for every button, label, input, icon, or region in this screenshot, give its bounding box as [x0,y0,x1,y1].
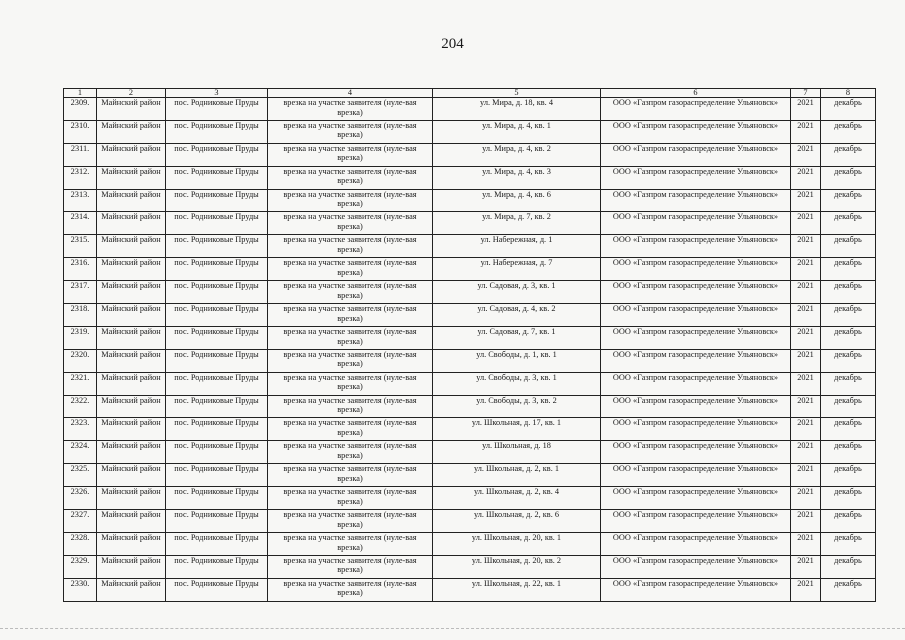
organization-cell: ООО «Газпром газораспределение Ульяновск» [601,258,791,281]
settlement-cell: пос. Родниковые Пруды [166,98,268,121]
table-row [64,304,876,327]
column-header: 5 [433,89,601,98]
month-cell: декабрь [821,395,876,418]
table-row [64,98,876,121]
month-cell: декабрь [821,487,876,510]
district-cell: Майнский район [97,555,166,578]
district-cell: Майнский район [97,235,166,258]
year-cell: 2021 [791,372,821,395]
address-cell: ул. Школьная, д. 2, кв. 1 [433,464,601,487]
row-number: 2310. [64,120,97,143]
table-row [64,418,876,441]
row-number: 2316. [64,258,97,281]
column-header: 2 [97,89,166,98]
year-cell: 2021 [791,395,821,418]
month-cell: декабрь [821,326,876,349]
column-header: 8 [821,89,876,98]
district-cell: Майнский район [97,120,166,143]
table-row [64,281,876,304]
row-number: 2328. [64,532,97,555]
organization-cell: ООО «Газпром газораспределение Ульяновск» [601,349,791,372]
organization-cell: ООО «Газпром газораспределение Ульяновск» [601,120,791,143]
year-cell: 2021 [791,235,821,258]
table-row [64,372,876,395]
month-cell: декабрь [821,441,876,464]
work-type-cell: врезка на участке заявителя (нуле-вая врезка) [268,120,433,143]
address-cell: ул. Свободы, д. 3, кв. 1 [433,372,601,395]
table-row [64,395,876,418]
organization-cell: ООО «Газпром газораспределение Ульяновск» [601,555,791,578]
row-number: 2315. [64,235,97,258]
table-row [64,487,876,510]
settlement-cell: пос. Родниковые Пруды [166,372,268,395]
district-cell: Майнский район [97,578,166,601]
work-type-cell: врезка на участке заявителя (нуле-вая врезка) [268,235,433,258]
month-cell: декабрь [821,143,876,166]
table-row [64,120,876,143]
row-number: 2320. [64,349,97,372]
year-cell: 2021 [791,189,821,212]
settlement-cell: пос. Родниковые Пруды [166,555,268,578]
work-type-cell: врезка на участке заявителя (нуле-вая врезка) [268,532,433,555]
settlement-cell: пос. Родниковые Пруды [166,510,268,533]
work-type-cell: врезка на участке заявителя (нуле-вая врезка) [268,441,433,464]
table-row [64,441,876,464]
address-cell: ул. Набережная, д. 7 [433,258,601,281]
year-cell: 2021 [791,212,821,235]
month-cell: декабрь [821,212,876,235]
district-cell: Майнский район [97,258,166,281]
organization-cell: ООО «Газпром газораспределение Ульяновск» [601,98,791,121]
work-type-cell: врезка на участке заявителя (нуле-вая врезка) [268,304,433,327]
table-row [64,189,876,212]
row-number: 2325. [64,464,97,487]
organization-cell: ООО «Газпром газораспределение Ульяновск» [601,143,791,166]
month-cell: декабрь [821,510,876,533]
address-cell: ул. Школьная, д. 2, кв. 6 [433,510,601,533]
table-row [64,464,876,487]
year-cell: 2021 [791,349,821,372]
month-cell: декабрь [821,578,876,601]
month-cell: декабрь [821,120,876,143]
address-cell: ул. Свободы, д. 3, кв. 2 [433,395,601,418]
district-cell: Майнский район [97,143,166,166]
data-table [63,88,876,602]
organization-cell: ООО «Газпром газораспределение Ульяновск» [601,326,791,349]
district-cell: Майнский район [97,189,166,212]
settlement-cell: пос. Родниковые Пруды [166,120,268,143]
table-row [64,143,876,166]
address-cell: ул. Мира, д. 4, кв. 1 [433,120,601,143]
settlement-cell: пос. Родниковые Пруды [166,212,268,235]
work-type-cell: врезка на участке заявителя (нуле-вая врезка) [268,98,433,121]
column-header: 7 [791,89,821,98]
settlement-cell: пос. Родниковые Пруды [166,166,268,189]
organization-cell: ООО «Газпром газораспределение Ульяновск» [601,418,791,441]
settlement-cell: пос. Родниковые Пруды [166,418,268,441]
settlement-cell: пос. Родниковые Пруды [166,235,268,258]
table-body [64,98,876,602]
settlement-cell: пос. Родниковые Пруды [166,464,268,487]
column-header: 4 [268,89,433,98]
work-type-cell: врезка на участке заявителя (нуле-вая врезка) [268,166,433,189]
work-type-cell: врезка на участке заявителя (нуле-вая врезка) [268,555,433,578]
year-cell: 2021 [791,464,821,487]
year-cell: 2021 [791,120,821,143]
settlement-cell: пос. Родниковые Пруды [166,487,268,510]
work-type-cell: врезка на участке заявителя (нуле-вая врезка) [268,143,433,166]
month-cell: декабрь [821,98,876,121]
district-cell: Майнский район [97,98,166,121]
settlement-cell: пос. Родниковые Пруды [166,258,268,281]
address-cell: ул. Школьная, д. 18 [433,441,601,464]
work-type-cell: врезка на участке заявителя (нуле-вая врезка) [268,258,433,281]
address-cell: ул. Мира, д. 18, кв. 4 [433,98,601,121]
address-cell: ул. Школьная, д. 20, кв. 1 [433,532,601,555]
column-header: 6 [601,89,791,98]
month-cell: декабрь [821,555,876,578]
month-cell: декабрь [821,372,876,395]
district-cell: Майнский район [97,349,166,372]
month-cell: декабрь [821,418,876,441]
year-cell: 2021 [791,258,821,281]
settlement-cell: пос. Родниковые Пруды [166,143,268,166]
address-cell: ул. Садовая, д. 7, кв. 1 [433,326,601,349]
settlement-cell: пос. Родниковые Пруды [166,532,268,555]
column-number-row [64,89,876,98]
address-cell: ул. Садовая, д. 3, кв. 1 [433,281,601,304]
row-number: 2309. [64,98,97,121]
year-cell: 2021 [791,143,821,166]
organization-cell: ООО «Газпром газораспределение Ульяновск» [601,166,791,189]
settlement-cell: пос. Родниковые Пруды [166,578,268,601]
work-type-cell: врезка на участке заявителя (нуле-вая врезка) [268,418,433,441]
organization-cell: ООО «Газпром газораспределение Ульяновск» [601,304,791,327]
month-cell: декабрь [821,166,876,189]
address-cell: ул. Мира, д. 4, кв. 3 [433,166,601,189]
organization-cell: ООО «Газпром газораспределение Ульяновск» [601,235,791,258]
district-cell: Майнский район [97,487,166,510]
organization-cell: ООО «Газпром газораспределение Ульяновск» [601,578,791,601]
row-number: 2329. [64,555,97,578]
district-cell: Майнский район [97,510,166,533]
page-number: 204 [441,36,464,52]
column-header: 3 [166,89,268,98]
month-cell: декабрь [821,464,876,487]
table-row [64,212,876,235]
row-number: 2317. [64,281,97,304]
column-header: 1 [64,89,97,98]
address-cell: ул. Школьная, д. 22, кв. 1 [433,578,601,601]
district-cell: Майнский район [97,281,166,304]
row-number: 2319. [64,326,97,349]
year-cell: 2021 [791,304,821,327]
address-cell: ул. Мира, д. 7, кв. 2 [433,212,601,235]
work-type-cell: врезка на участке заявителя (нуле-вая врезка) [268,281,433,304]
year-cell: 2021 [791,510,821,533]
year-cell: 2021 [791,487,821,510]
address-cell: ул. Мира, д. 4, кв. 6 [433,189,601,212]
row-number: 2321. [64,372,97,395]
year-cell: 2021 [791,281,821,304]
year-cell: 2021 [791,532,821,555]
month-cell: декабрь [821,349,876,372]
work-type-cell: врезка на участке заявителя (нуле-вая врезка) [268,578,433,601]
organization-cell: ООО «Газпром газораспределение Ульяновск» [601,464,791,487]
year-cell: 2021 [791,441,821,464]
year-cell: 2021 [791,418,821,441]
year-cell: 2021 [791,555,821,578]
year-cell: 2021 [791,578,821,601]
work-type-cell: врезка на участке заявителя (нуле-вая врезка) [268,212,433,235]
row-number: 2326. [64,487,97,510]
work-type-cell: врезка на участке заявителя (нуле-вая врезка) [268,189,433,212]
month-cell: декабрь [821,235,876,258]
district-cell: Майнский район [97,372,166,395]
organization-cell: ООО «Газпром газораспределение Ульяновск» [601,372,791,395]
table-row [64,510,876,533]
row-number: 2313. [64,189,97,212]
settlement-cell: пос. Родниковые Пруды [166,189,268,212]
district-cell: Майнский район [97,441,166,464]
settlement-cell: пос. Родниковые Пруды [166,326,268,349]
row-number: 2314. [64,212,97,235]
table-row [64,578,876,601]
district-cell: Майнский район [97,464,166,487]
organization-cell: ООО «Газпром газораспределение Ульяновск» [601,189,791,212]
table-row [64,532,876,555]
row-number: 2323. [64,418,97,441]
organization-cell: ООО «Газпром газораспределение Ульяновск» [601,532,791,555]
settlement-cell: пос. Родниковые Пруды [166,349,268,372]
table-row [64,326,876,349]
district-cell: Майнский район [97,212,166,235]
organization-cell: ООО «Газпром газораспределение Ульяновск» [601,510,791,533]
address-cell: ул. Школьная, д. 2, кв. 4 [433,487,601,510]
work-type-cell: врезка на участке заявителя (нуле-вая врезка) [268,372,433,395]
row-number: 2311. [64,143,97,166]
address-cell: ул. Свободы, д. 1, кв. 1 [433,349,601,372]
month-cell: декабрь [821,304,876,327]
organization-cell: ООО «Газпром газораспределение Ульяновск» [601,441,791,464]
address-cell: ул. Школьная, д. 20, кв. 2 [433,555,601,578]
month-cell: декабрь [821,532,876,555]
year-cell: 2021 [791,326,821,349]
table-row [64,258,876,281]
work-type-cell: врезка на участке заявителя (нуле-вая врезка) [268,487,433,510]
address-cell: ул. Мира, д. 4, кв. 2 [433,143,601,166]
address-cell: ул. Школьная, д. 17, кв. 1 [433,418,601,441]
settlement-cell: пос. Родниковые Пруды [166,281,268,304]
work-type-cell: врезка на участке заявителя (нуле-вая врезка) [268,326,433,349]
district-cell: Майнский район [97,304,166,327]
row-number: 2318. [64,304,97,327]
row-number: 2312. [64,166,97,189]
row-number: 2330. [64,578,97,601]
table-row [64,166,876,189]
table-row [64,555,876,578]
district-cell: Майнский район [97,395,166,418]
work-type-cell: врезка на участке заявителя (нуле-вая врезка) [268,395,433,418]
district-cell: Майнский район [97,326,166,349]
organization-cell: ООО «Газпром газораспределение Ульяновск» [601,212,791,235]
year-cell: 2021 [791,166,821,189]
month-cell: декабрь [821,258,876,281]
district-cell: Майнский район [97,166,166,189]
address-cell: ул. Садовая, д. 4, кв. 2 [433,304,601,327]
table-row [64,235,876,258]
scan-edge-artifact [0,628,905,632]
year-cell: 2021 [791,98,821,121]
organization-cell: ООО «Газпром газораспределение Ульяновск» [601,487,791,510]
month-cell: декабрь [821,281,876,304]
table-row [64,349,876,372]
settlement-cell: пос. Родниковые Пруды [166,395,268,418]
settlement-cell: пос. Родниковые Пруды [166,441,268,464]
district-cell: Майнский район [97,532,166,555]
settlement-cell: пос. Родниковые Пруды [166,304,268,327]
row-number: 2324. [64,441,97,464]
work-type-cell: врезка на участке заявителя (нуле-вая врезка) [268,349,433,372]
organization-cell: ООО «Газпром газораспределение Ульяновск» [601,395,791,418]
address-cell: ул. Набережная, д. 1 [433,235,601,258]
work-type-cell: врезка на участке заявителя (нуле-вая врезка) [268,510,433,533]
row-number: 2322. [64,395,97,418]
row-number: 2327. [64,510,97,533]
work-type-cell: врезка на участке заявителя (нуле-вая врезка) [268,464,433,487]
month-cell: декабрь [821,189,876,212]
district-cell: Майнский район [97,418,166,441]
organization-cell: ООО «Газпром газораспределение Ульяновск» [601,281,791,304]
